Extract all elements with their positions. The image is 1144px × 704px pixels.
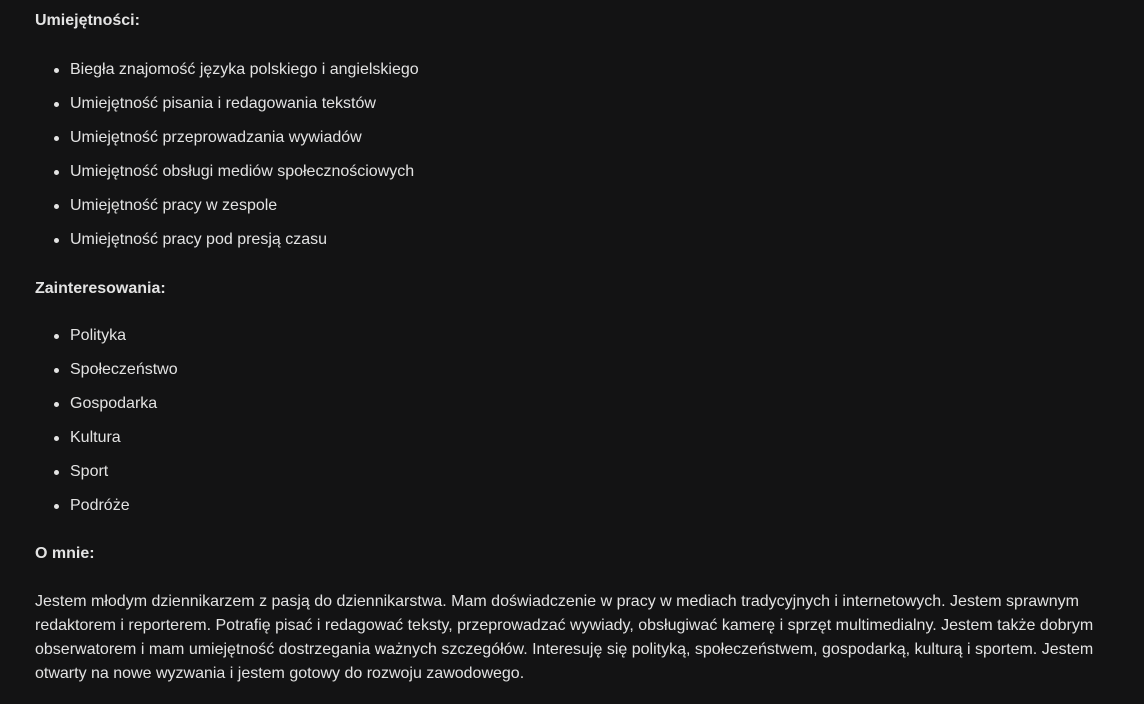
list-item: Polityka (35, 319, 178, 353)
list-item: Społeczeństwo (35, 353, 178, 387)
list-item: Umiejętność obsługi mediów społecznościowych (35, 155, 419, 189)
skills-heading: Umiejętności: (35, 12, 140, 29)
interests-heading: Zainteresowania: (35, 280, 166, 297)
about-paragraph: Jestem młodym dziennikarzem z pasją do dziennikarstwa. Mam doświadczenie w pracy w mediach tradycyjnych i internetowych. Jestem sprawnym redaktorem i reporterem. Potrafię pisać i redagować teksty, przeprowadzać wywiady, obsługiwać kamerę i sprzęt multimedialny. Jestem także dobrym obserwatorem i mam umiejętność dostrzegania ważnych szczegółów. Interesuję się polityką, społeczeństwem, gospodarką, kulturą i sportem. Jestem otwarty na nowe wyzwania i jestem gotowy do rozwoju zawodowego. (35, 593, 1094, 682)
list-item: Umiejętność pisania i redagowania tekstów (35, 87, 419, 121)
list-item: Gospodarka (35, 387, 178, 421)
list-item: Sport (35, 455, 178, 489)
list-item: Kultura (35, 421, 178, 455)
list-item: Umiejętność przeprowadzania wywiadów (35, 121, 419, 155)
about-heading: O mnie: (35, 545, 95, 562)
interests-list (35, 319, 178, 523)
list-item: Biegła znajomość języka polskiego i angielskiego (35, 53, 419, 87)
list-item: Podróże (35, 489, 178, 523)
list-item: Umiejętność pracy pod presją czasu (35, 223, 419, 257)
skills-list (35, 53, 419, 257)
list-item: Umiejętność pracy w zespole (35, 189, 419, 223)
